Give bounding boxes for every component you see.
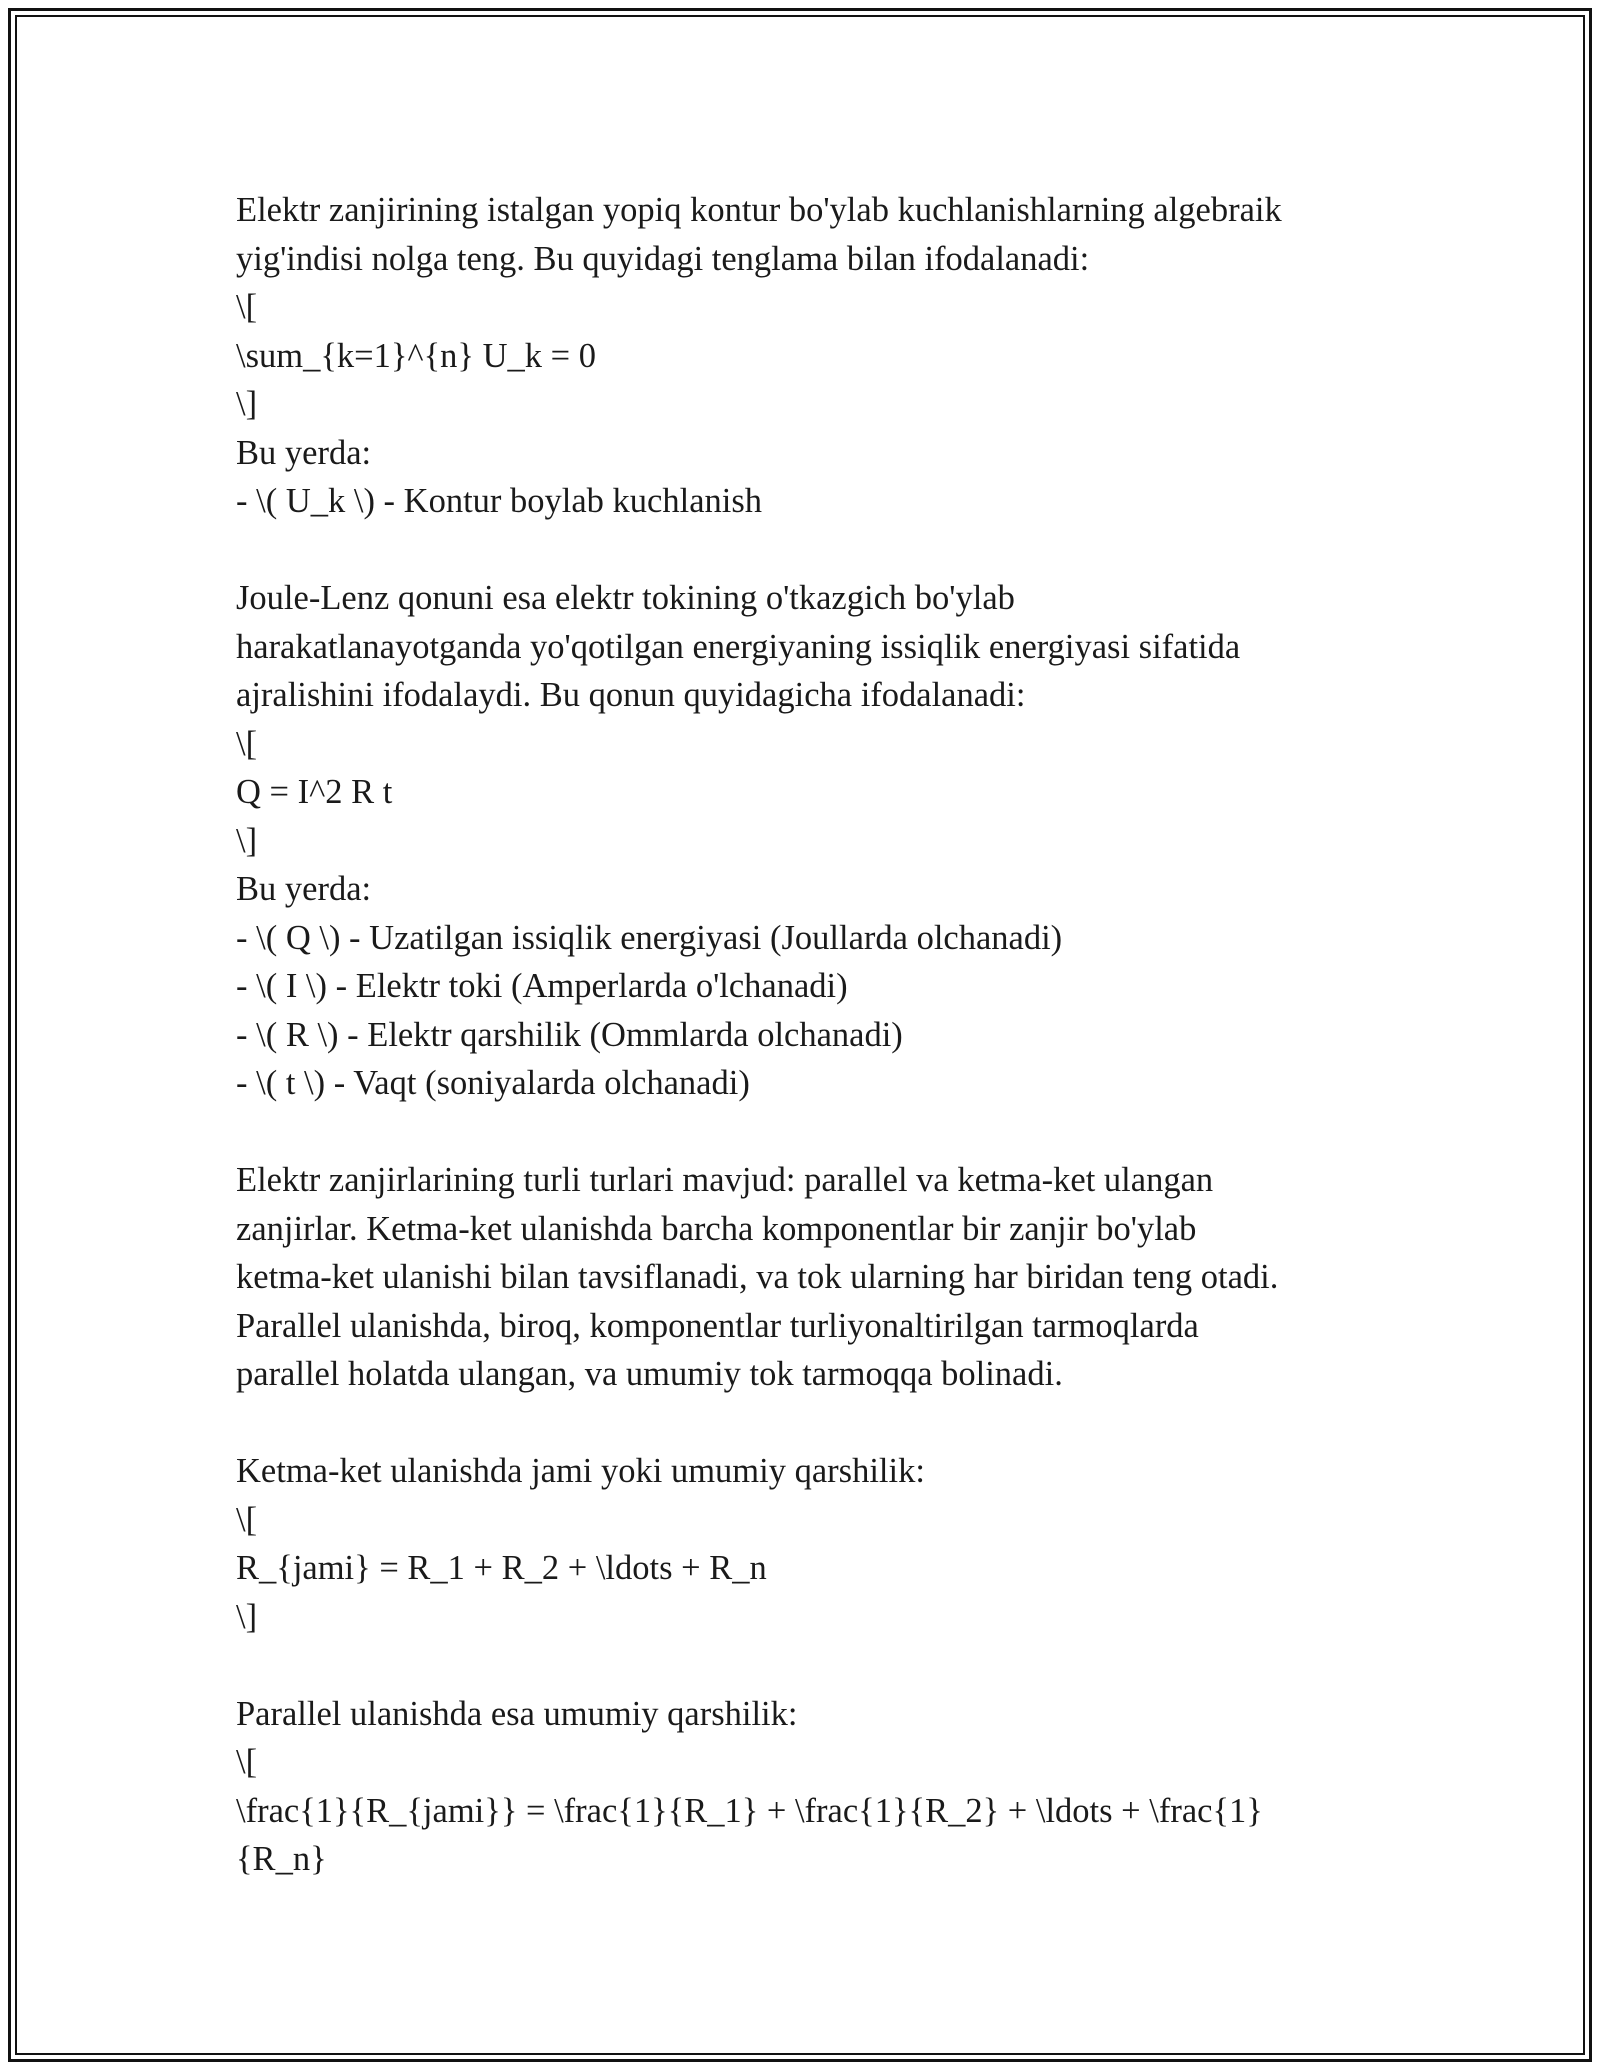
latex-formula-parallel-resistance-cont: {R_n} xyxy=(236,1840,327,1878)
text-line: Joule-Lenz qonuni esa elektr tokining o'tkazgich bo'ylab xyxy=(236,579,1015,617)
text-line: Bu yerda: xyxy=(236,433,372,472)
latex-formula-joule-lenz: Q = I^2 R t xyxy=(236,773,393,811)
text-line: parallel holatda ulangan, va umumiy tok tarmoqqa bolinadi. xyxy=(236,1355,1063,1393)
latex-formula-parallel-resistance: \frac{1}{R_{jami}} = \frac{1}{R_1} + \frac{1}{R_2} + \ldots + \frac{1} xyxy=(236,1791,1263,1830)
text-line: Parallel ulanishda esa umumiy qarshilik: xyxy=(236,1694,798,1733)
definition-item: - \( R \) - Elektr qarshilik (Ommlarda olchanadi) xyxy=(236,1015,903,1054)
document-body xyxy=(236,186,1376,1884)
paragraph-gap xyxy=(236,526,1376,575)
latex-open-delimiter: \[ xyxy=(236,1743,258,1781)
paragraph-gap xyxy=(236,1108,1376,1157)
latex-formula-series-resistance: R_{jami} = R_1 + R_2 + \ldots + R_n xyxy=(236,1549,767,1587)
definition-item: - \( t \) - Vaqt (soniyalarda olchanadi) xyxy=(236,1064,750,1102)
text-line: yig'indisi nolga teng. Bu quyidagi tenglama bilan ifodalanadi: xyxy=(236,239,1090,278)
latex-close-delimiter: \] xyxy=(236,821,258,860)
paragraph-gap xyxy=(236,1641,1376,1690)
text-line: zanjirlar. Ketma-ket ulanishda barcha komponentlar bir zanjir bo'ylab xyxy=(236,1209,1197,1248)
text-line: Elektr zanjirlarining turli turlari mavjud: parallel va ketma-ket ulangan xyxy=(236,1161,1214,1199)
text-line: Ketma-ket ulanishda jami yoki umumiy qarshilik: xyxy=(236,1452,925,1490)
text-line: ajralishini ifodalaydi. Bu qonun quyidagicha ifodalanadi: xyxy=(236,676,1026,714)
text-line: harakatlanayotganda yo'qotilgan energiyaning issiqlik energiyasi sifatida xyxy=(236,627,1241,666)
definition-item: - \( U_k \) - Kontur boylab kuchlanish xyxy=(236,482,763,520)
latex-close-delimiter: \] xyxy=(236,385,258,423)
latex-open-delimiter: \[ xyxy=(236,1500,258,1539)
paragraph-gap xyxy=(236,1399,1376,1448)
definition-item: - \( Q \) - Uzatilgan issiqlik energiyasi (Joullarda olchanadi) xyxy=(236,918,1063,957)
text-line: ketma-ket ulanishi bilan tavsiflanadi, va tok ularning har biridan teng otadi. xyxy=(236,1258,1279,1296)
text-line: Elektr zanjirining istalgan yopiq kontur bo'ylab kuchlanishlarning algebraik xyxy=(236,191,1282,229)
text-line: Parallel ulanishda, biroq, komponentlar turliyonaltirilgan tarmoqlarda xyxy=(236,1306,1199,1345)
text-line: Bu yerda: xyxy=(236,870,372,908)
latex-close-delimiter: \] xyxy=(236,1597,258,1636)
latex-formula-kirchhoff: \sum_{k=1}^{n} U_k = 0 xyxy=(236,336,596,375)
latex-open-delimiter: \[ xyxy=(236,288,258,326)
latex-open-delimiter: \[ xyxy=(236,724,258,763)
definition-item: - \( I \) - Elektr toki (Amperlarda o'lchanadi) xyxy=(236,967,848,1005)
